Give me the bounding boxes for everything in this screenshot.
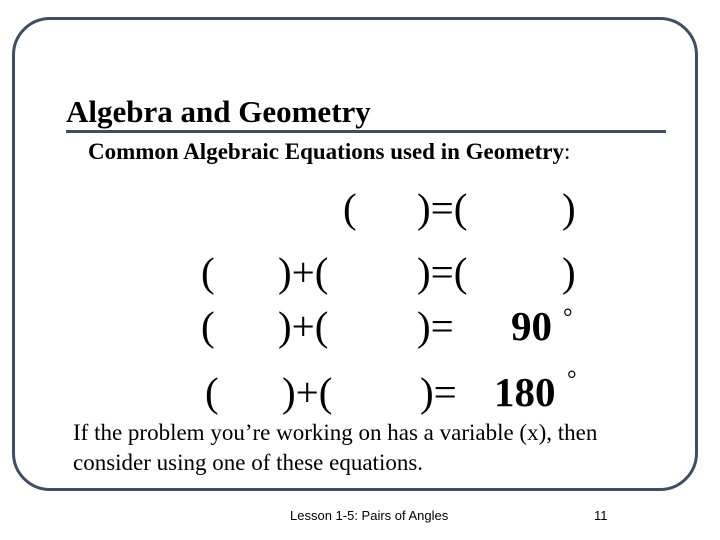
hint-paragraph: If the problem you’re working on has a variable (x), then consider using one of these equations. [73,420,598,475]
footer-lesson-label: Lesson 1-5: Pairs of Angles [290,508,449,523]
eq3-plus-part: )+( [278,303,329,349]
eq1-left-paren: ( [343,185,357,231]
eq4-left-paren: ( [205,369,219,415]
slide-title: Algebra and Geometry [66,94,371,129]
eq2-close-paren: ) [562,249,576,295]
eq2-left-paren: ( [201,249,215,295]
subtitle-text: Common Algebraic Equations used in Geometry [88,139,564,164]
eq3-value: 90 [511,303,552,349]
eq1-right-part: )=( [417,185,468,231]
eq1-close-paren: ) [562,185,576,231]
subtitle-colon: : [563,139,571,164]
eq2-plus-part: )+( [278,249,329,295]
footer-page-number: 11 [594,508,608,523]
eq4-right-part: )= [420,369,457,415]
eq3-left-paren: ( [201,303,215,349]
eq4-plus-part: )+( [282,369,333,415]
eq4-value: 180 [494,369,556,415]
slide-subtitle [88,136,570,168]
eq4-degree-symbol: ° [567,367,577,393]
eq3-degree-symbol: ° [563,305,573,331]
eq2-right-part: )=( [417,249,468,295]
eq3-right-part: )= [417,303,454,349]
title-underline [66,130,666,133]
